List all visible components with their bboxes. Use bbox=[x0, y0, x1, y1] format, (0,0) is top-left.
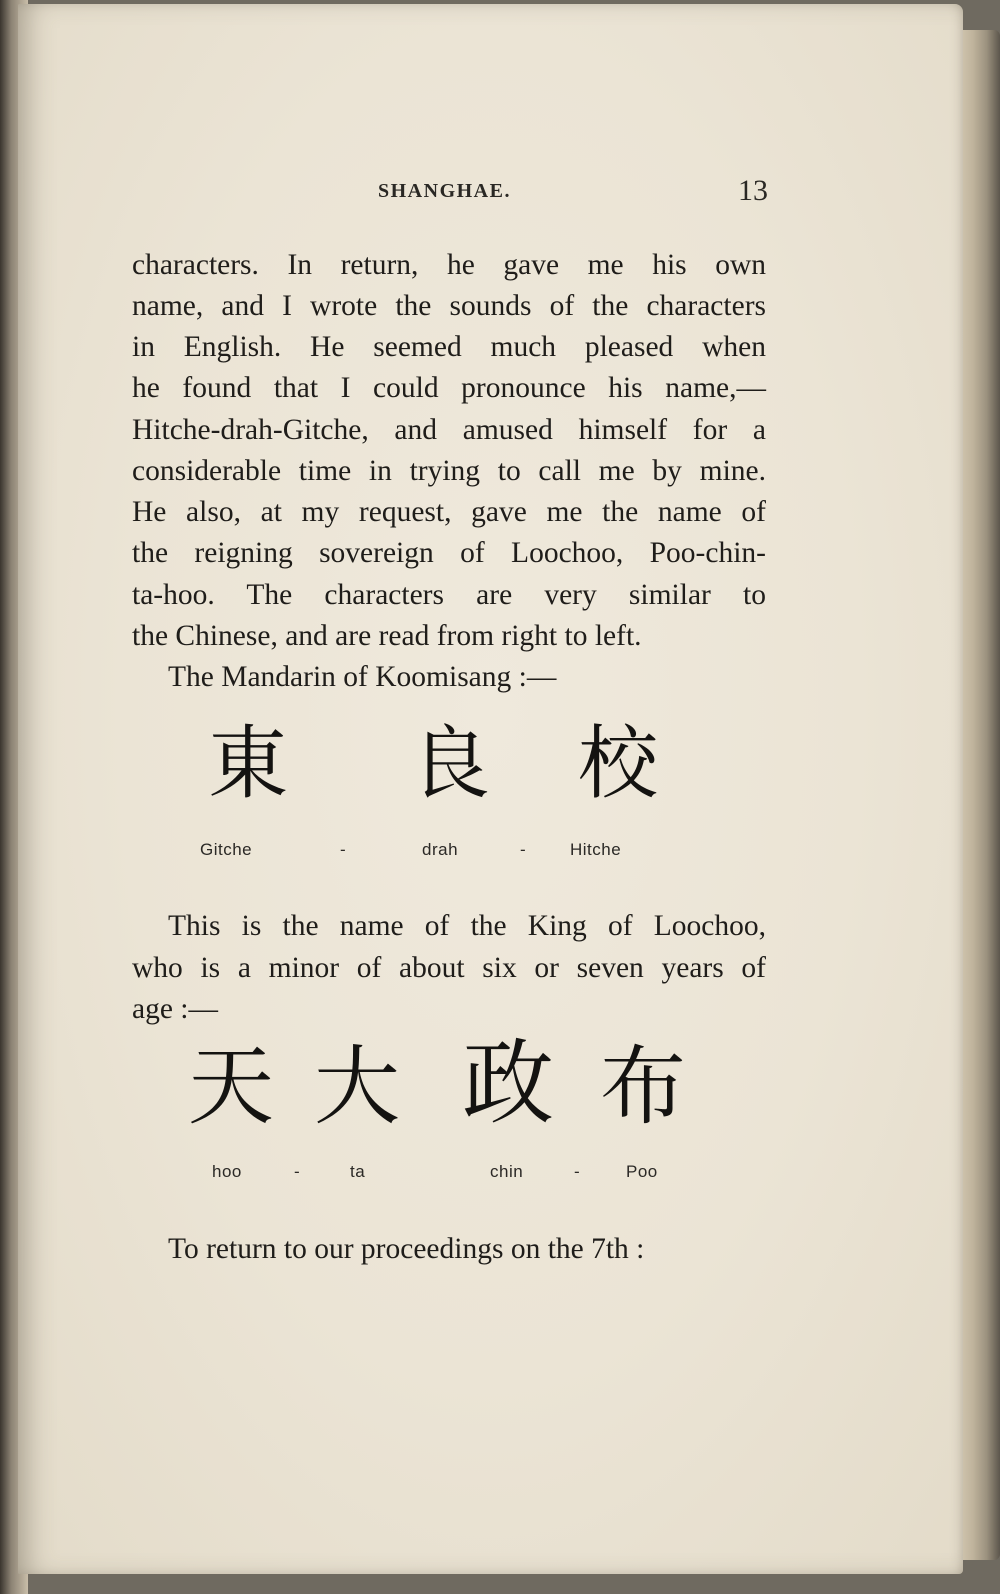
king-gloss: chin bbox=[490, 1162, 524, 1181]
gloss-separator: - bbox=[340, 840, 346, 859]
gloss-separator: - bbox=[574, 1162, 580, 1181]
text-line: Hitche-drah-Gitche, and amused himself for a bbox=[132, 414, 766, 446]
gloss-separator: - bbox=[294, 1162, 300, 1181]
mandarin-gloss: drah bbox=[422, 840, 459, 859]
king-gloss: Poo bbox=[626, 1162, 658, 1181]
king-character: 大 bbox=[314, 1037, 400, 1137]
closing-line: To return to our proceedings on the 7th : bbox=[168, 1233, 645, 1265]
king-character: 政 bbox=[462, 1030, 555, 1137]
mandarin-intro: The Mandarin of Koomisang :— bbox=[168, 661, 557, 693]
king-name-block bbox=[18, 1030, 963, 1194]
mandarin-character: 校 bbox=[578, 717, 658, 810]
king-character: 天 bbox=[188, 1037, 274, 1137]
text-line: age :— bbox=[132, 993, 219, 1025]
mandarin-character: 良 bbox=[410, 717, 490, 810]
mandarin-character: 東 bbox=[208, 717, 288, 810]
mandarin-gloss: Hitche bbox=[570, 840, 622, 859]
king-gloss: ta bbox=[350, 1162, 366, 1181]
text-line: in English. He seemed much pleased when bbox=[132, 331, 766, 363]
text-line: ta-hoo. The characters are very similar to bbox=[132, 579, 766, 611]
book-page bbox=[18, 4, 963, 1574]
text-line: considerable time in trying to call me by mine. bbox=[132, 455, 766, 487]
text-line: he found that I could pronounce his name,— bbox=[132, 372, 766, 404]
king-character: 布 bbox=[600, 1037, 686, 1137]
text-line: He also, at my request, gave me the name of bbox=[132, 496, 766, 528]
text-line: the reigning sovereign of Loochoo, Poo-chin- bbox=[132, 537, 766, 569]
text-line: the Chinese, and are read from right to left. bbox=[132, 620, 642, 652]
king-gloss: hoo bbox=[212, 1162, 242, 1181]
running-head: SHANGHAE. bbox=[378, 180, 511, 202]
text-line: This is the name of the King of Loochoo, bbox=[168, 910, 766, 942]
mandarin-name-block bbox=[18, 717, 963, 874]
mandarin-gloss: Gitche bbox=[200, 840, 253, 859]
text-line: characters. In return, he gave me his own bbox=[132, 249, 766, 281]
gloss-separator: - bbox=[520, 840, 526, 859]
text-line: name, and I wrote the sounds of the characters bbox=[132, 290, 766, 322]
page-number: 13 bbox=[738, 174, 768, 207]
text-line: who is a minor of about six or seven years of bbox=[132, 952, 766, 984]
